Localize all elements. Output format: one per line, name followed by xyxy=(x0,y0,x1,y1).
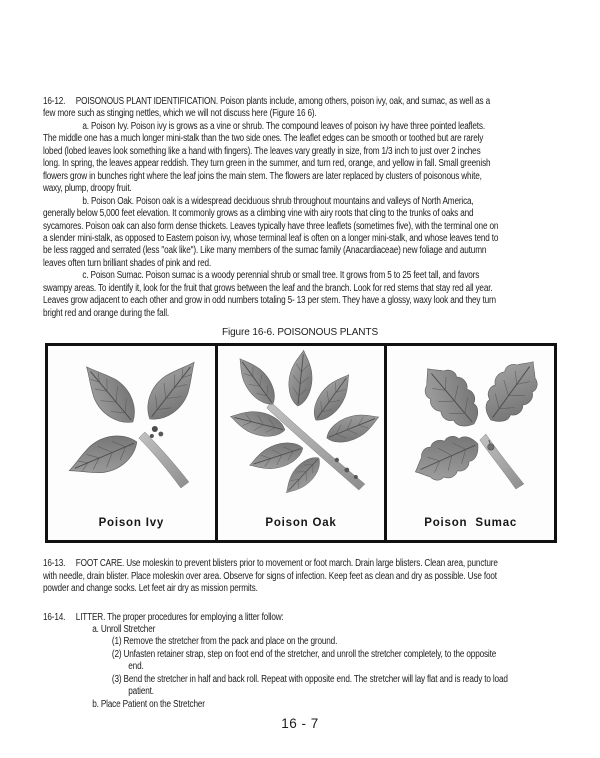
text-line: powder and change socks. Let feet air dry as mission permits. xyxy=(43,583,258,595)
text-line: sycamores. Poison oak can also form dense thickets. Leaves typically have three leaflets (sometimes five), with the terminal one on xyxy=(43,220,499,232)
paragraph-number: 16-14. xyxy=(43,611,66,623)
figure-16-6 xyxy=(45,343,557,543)
list-item: (1) Remove the stretcher from the pack and place on the ground. xyxy=(111,636,338,648)
figure-panel-poison-ivy xyxy=(48,346,215,540)
paragraph-number: 16-13. xyxy=(43,558,66,570)
page-number: 16 - 7 xyxy=(281,716,319,732)
text-line: be less ragged and serrated (less "oak like"). Like many members of the sumac family (Anacardiaceae) new foliage and autumn xyxy=(43,245,487,257)
text-line: generally below 5,000 feet elevation. It commonly grows as a climbing vine with airy roots that cling to the trunks of oaks and xyxy=(43,208,474,220)
text-line xyxy=(43,96,551,108)
figure-caption: Figure 16-6. POISONOUS PLANTS xyxy=(221,327,379,339)
text-line: few more such as stinging nettles, which we will not discuss here (Figure 16 6). xyxy=(43,108,317,120)
section-16-14 xyxy=(43,612,551,712)
panel-label-poison-oak: Poison Oak xyxy=(265,517,337,530)
list-item-continuation: patient. xyxy=(128,686,154,698)
figure-panel-poison-oak xyxy=(215,346,385,540)
section-16-13-16-14 xyxy=(43,558,551,711)
text-line: bright red and orange during the fall. xyxy=(43,307,169,319)
text-line: c. Poison Sumac. Poison sumac is a woody perennial shrub or small tree. It grows from 5 to 25 feet tall, and favors xyxy=(82,270,480,282)
text-line: long. In spring, the leaves appear reddish. They turn green in the summer, and turn red, orange, and yellow in fall. Small greenish xyxy=(43,158,491,170)
paragraph-text: FOOT CARE. Use moleskin to prevent blisters prior to movement or foot march. Drain large blisters. Clean area, puncture xyxy=(75,558,498,570)
text-line: The middle one has a much longer mini-stalk than the two side ones. The leaflet edges can be smooth or toothed but are rarely xyxy=(43,133,484,145)
paragraph-text: LITTER. The proper procedures for employing a litter follow: xyxy=(75,611,284,623)
list-item: (3) Bend the stretcher in half and back roll. Repeat with opposite end. The stretcher will lay flat and is ready to load xyxy=(111,673,508,685)
poison-ivy-illustration xyxy=(48,348,215,500)
text-line: flowers grow in bunches right where the leaf joins the main stem. The flowers are later replaced by clusters of poisonous white, xyxy=(43,170,482,182)
text-line xyxy=(43,612,551,624)
list-item: b. Place Patient on the Stretcher xyxy=(92,698,205,710)
text-line: swampy areas. To identify it, look for the fruit that grows between the leaf and the branch. Look for red stems that stay red all year. xyxy=(43,282,493,294)
text-line: Leaves grow adjacent to each other and grow in odd numbers totaling 5- 13 per stem. They have a glossy, waxy look and they turn xyxy=(43,295,496,307)
poison-sumac-illustration xyxy=(387,348,554,500)
text-line: waxy, plump, droopy fruit. xyxy=(43,183,132,195)
list-item: (2) Unfasten retainer strap, step on foot end of the stretcher, and unroll the stretcher completely, to the opposite xyxy=(111,648,497,660)
text-line: a slender mini-stalk, as opposed to Eastern poison ivy, whose terminal leaf is often on a longer mini-stalk, and whose leaves tend to xyxy=(43,232,499,244)
text-line xyxy=(43,558,551,570)
text-line: lobed (lobed leaves look something like a hand with fingers). The leaves vary greatly in size, from 1/3 inch to just over 2 inches xyxy=(43,145,481,157)
paragraph-text: POISONOUS PLANT IDENTIFICATION. Poison plants include, among others, poison ivy, oak, and sumac, as well as a xyxy=(75,96,490,107)
panel-label-poison-ivy: Poison Ivy xyxy=(98,517,165,530)
list-item-continuation: end. xyxy=(128,661,144,673)
text-line: with needle, drain blister. Place moleskin over area. Observe for signs of infection. Keep feet as clean and dry as possible. Use foot xyxy=(43,570,497,582)
figure-panel-poison-sumac xyxy=(384,346,554,540)
text-line: a. Poison Ivy. Poison ivy is grows as a vine or shrub. The compound leaves of poison ivy have three pointed leaflets. xyxy=(82,120,485,132)
panel-label-poison-sumac: Poison Sumac xyxy=(424,517,518,530)
section-16-12 xyxy=(43,96,551,320)
list-item: a. Unroll Stretcher xyxy=(92,623,156,635)
poison-oak-illustration xyxy=(218,348,385,500)
text-line: b. Poison Oak. Poison oak is a widespread deciduous shrub throughout mountains and valleys of North America, xyxy=(82,195,474,207)
paragraph-number: 16-12. xyxy=(43,96,66,107)
text-line: leaves often turn brilliant shades of pink and red. xyxy=(43,257,212,269)
